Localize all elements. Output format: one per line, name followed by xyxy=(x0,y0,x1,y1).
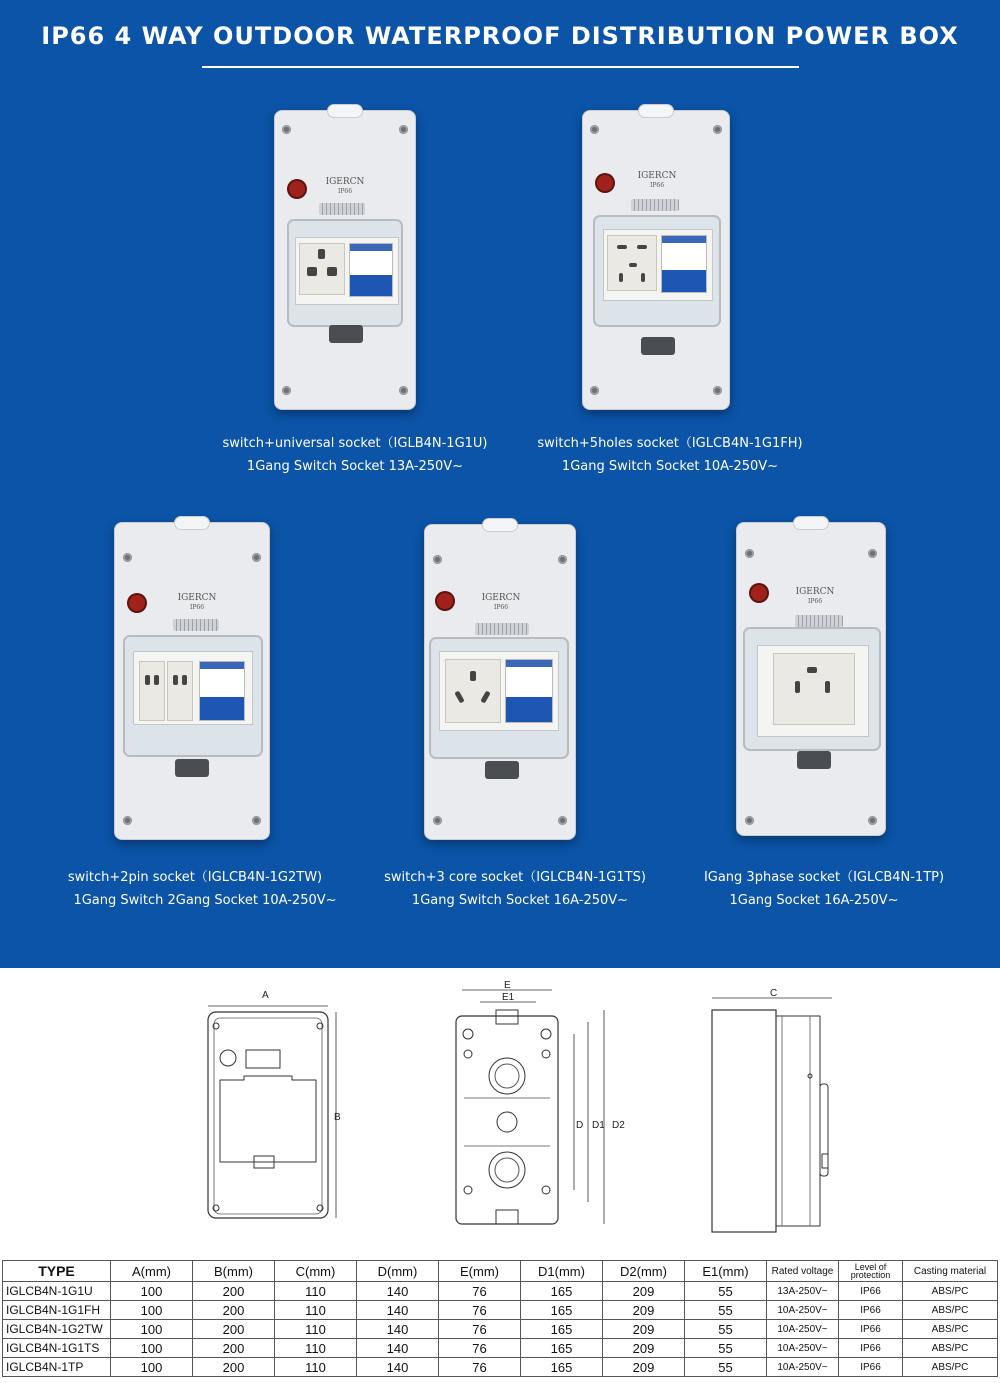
cell-e: 76 xyxy=(439,1301,521,1320)
dimension-label-e1: E1 xyxy=(502,992,515,1003)
screw xyxy=(282,386,291,395)
product-caption-5-line2: 1Gang Socket 16A-250V~ xyxy=(729,893,899,908)
cell-protection: IP66 xyxy=(839,1339,903,1358)
table-header-row xyxy=(3,1261,998,1282)
cell-e: 76 xyxy=(439,1282,521,1301)
cover-hinge xyxy=(319,203,365,215)
brand-sub: IP66 xyxy=(189,604,205,611)
cell-a: 100 xyxy=(111,1301,193,1320)
cell-d2: 209 xyxy=(603,1358,685,1377)
indicator-lamp xyxy=(289,181,305,197)
product-caption-4-line2: 1Gang Switch Socket 16A-250V~ xyxy=(411,893,629,908)
screw xyxy=(868,816,877,825)
2pin-socket xyxy=(139,661,165,721)
side-view-drawing xyxy=(700,984,840,1240)
socket-hole xyxy=(145,675,150,685)
cell-type: IGLCB4N-1G2TW xyxy=(3,1320,111,1339)
table-row xyxy=(3,1320,998,1339)
screw xyxy=(868,549,877,558)
cell-d1: 165 xyxy=(521,1358,603,1377)
table-row xyxy=(3,1301,998,1320)
product-caption-2-line2: 1Gang Switch Socket 10A-250V~ xyxy=(561,459,779,474)
screw xyxy=(745,816,754,825)
socket-hole xyxy=(173,675,178,685)
header-e: E(mm) xyxy=(439,1261,521,1282)
screw xyxy=(252,816,261,825)
screw xyxy=(433,816,442,825)
cell-d1: 165 xyxy=(521,1320,603,1339)
cover-hinge xyxy=(631,199,679,211)
product-caption-4-line1: switch+3 core socket（IGLCB4N-1G1TS) xyxy=(384,870,646,885)
product-caption-3-line1: switch+2pin socket（IGLCB4N-1G2TW) xyxy=(67,870,323,885)
cell-b: 200 xyxy=(193,1320,275,1339)
product-image-5holes xyxy=(582,110,730,410)
top-cap xyxy=(174,516,210,530)
circuit-breaker xyxy=(505,659,553,723)
cell-e: 76 xyxy=(439,1358,521,1377)
cover-hinge xyxy=(475,623,529,635)
cell-rated-voltage: 10A-250V~ xyxy=(767,1301,839,1320)
cover-latch xyxy=(641,337,675,355)
cell-c: 110 xyxy=(275,1358,357,1377)
dimension-label-a: A xyxy=(262,990,269,1001)
cell-c: 110 xyxy=(275,1301,357,1320)
cover-hinge xyxy=(173,619,219,631)
product-image-3core xyxy=(424,524,576,840)
product-image-universal xyxy=(274,110,416,410)
header-d1: D1(mm) xyxy=(521,1261,603,1282)
product-caption-2-line1: switch+5holes socket（IGLCB4N-1G1FH) xyxy=(537,436,803,451)
table-row xyxy=(3,1282,998,1301)
header-d2: D2(mm) xyxy=(603,1261,685,1282)
brand-label xyxy=(783,587,847,607)
cell-rated-voltage: 10A-250V~ xyxy=(767,1358,839,1377)
cell-a: 100 xyxy=(111,1358,193,1377)
product-image-2pin xyxy=(114,522,270,840)
brand-label xyxy=(165,593,229,613)
product-caption-1-line2: 1Gang Switch Socket 13A-250V~ xyxy=(246,459,464,474)
3core-socket xyxy=(445,659,501,723)
indicator-lamp xyxy=(751,585,767,601)
screw xyxy=(558,555,567,564)
socket-hole xyxy=(619,273,623,282)
cell-d: 140 xyxy=(357,1282,439,1301)
header-a: A(mm) xyxy=(111,1261,193,1282)
screw xyxy=(252,553,261,562)
cell-d1: 165 xyxy=(521,1339,603,1358)
screw xyxy=(123,553,132,562)
title-divider xyxy=(202,66,799,68)
3phase-socket xyxy=(773,653,855,725)
dimension-label-e: E xyxy=(504,980,511,991)
socket-hole xyxy=(470,671,476,681)
cell-type: IGLCB4N-1G1U xyxy=(3,1282,111,1301)
cell-e: 76 xyxy=(439,1320,521,1339)
cell-c: 110 xyxy=(275,1339,357,1358)
cell-e1: 55 xyxy=(685,1282,767,1301)
screw xyxy=(399,386,408,395)
2pin-socket xyxy=(167,661,193,721)
brand-sub: IP66 xyxy=(337,188,353,195)
back-view-drawing xyxy=(450,976,640,1238)
dimension-label-c: C xyxy=(770,988,778,999)
cell-e1: 55 xyxy=(685,1358,767,1377)
table-row xyxy=(3,1358,998,1377)
dimension-label-d1: D1 xyxy=(592,1120,605,1131)
product-caption-1-line1: switch+universal socket（IGLB4N-1G1U) xyxy=(222,436,488,451)
brand-label xyxy=(315,177,375,197)
header-c: C(mm) xyxy=(275,1261,357,1282)
cell-e1: 55 xyxy=(685,1320,767,1339)
cell-protection: IP66 xyxy=(839,1301,903,1320)
indicator-lamp xyxy=(129,595,145,611)
cell-d2: 209 xyxy=(603,1339,685,1358)
front-view-drawing xyxy=(200,984,360,1236)
screw xyxy=(590,386,599,395)
cell-a: 100 xyxy=(111,1282,193,1301)
screw xyxy=(123,816,132,825)
specification-table xyxy=(2,1260,998,1377)
header-e1: E1(mm) xyxy=(685,1261,767,1282)
screw xyxy=(745,549,754,558)
cell-type: IGLCB4N-1G1TS xyxy=(3,1339,111,1358)
top-cap xyxy=(482,518,518,532)
cover-hinge xyxy=(795,615,843,627)
cell-d: 140 xyxy=(357,1301,439,1320)
cell-d: 140 xyxy=(357,1339,439,1358)
circuit-breaker xyxy=(349,243,393,297)
brand-sub: IP66 xyxy=(807,598,823,605)
socket-hole xyxy=(641,273,645,282)
header-rated-voltage: Rated voltage xyxy=(767,1261,839,1282)
cell-type: IGLCB4N-1G1FH xyxy=(3,1301,111,1320)
header-d: D(mm) xyxy=(357,1261,439,1282)
top-cap xyxy=(327,104,363,118)
cell-protection: IP66 xyxy=(839,1358,903,1377)
cell-d2: 209 xyxy=(603,1282,685,1301)
header-b: B(mm) xyxy=(193,1261,275,1282)
brand-text: IGERCN xyxy=(795,587,835,597)
product-image-3phase xyxy=(736,522,886,836)
brand-text: IGERCN xyxy=(177,593,217,603)
cell-protection: IP66 xyxy=(839,1320,903,1339)
socket-hole xyxy=(327,267,337,276)
socket-hole xyxy=(154,675,159,685)
cell-b: 200 xyxy=(193,1339,275,1358)
brand-sub: IP66 xyxy=(493,604,509,611)
cell-b: 200 xyxy=(193,1358,275,1377)
header-type: TYPE xyxy=(3,1261,111,1282)
circuit-breaker xyxy=(661,235,707,293)
cell-b: 200 xyxy=(193,1282,275,1301)
circuit-breaker xyxy=(199,661,245,721)
cover-latch xyxy=(485,761,519,779)
screw xyxy=(399,125,408,134)
cell-d1: 165 xyxy=(521,1282,603,1301)
top-cap xyxy=(638,104,674,118)
cell-rated-voltage: 13A-250V~ xyxy=(767,1282,839,1301)
dimension-label-d: D xyxy=(576,1120,584,1131)
cell-d: 140 xyxy=(357,1320,439,1339)
cell-c: 110 xyxy=(275,1320,357,1339)
screw xyxy=(282,125,291,134)
brand-sub: IP66 xyxy=(649,182,665,189)
page-title: IP66 4 WAY OUTDOOR WATERPROOF DISTRIBUTION POWER BOX xyxy=(41,22,959,50)
cover-latch xyxy=(797,751,831,769)
product-caption-5-line1: IGang 3phase socket（IGLCB4N-1TP) xyxy=(703,870,945,885)
socket-hole xyxy=(629,263,637,267)
socket-hole xyxy=(637,245,647,249)
socket-hole xyxy=(795,681,800,693)
screw xyxy=(713,125,722,134)
cell-c: 110 xyxy=(275,1282,357,1301)
screw xyxy=(558,816,567,825)
header-protection: Level of protection xyxy=(839,1261,903,1282)
top-cap xyxy=(793,516,829,530)
cell-a: 100 xyxy=(111,1339,193,1358)
brand-label xyxy=(469,593,533,613)
dimension-label-d2: D2 xyxy=(612,1120,625,1131)
header-material: Casting material xyxy=(903,1261,998,1282)
socket-hole xyxy=(182,675,187,685)
product-caption-3-line2: 1Gang Switch 2Gang Socket 10A-250V~ xyxy=(73,893,337,908)
cell-type: IGLCB4N-1TP xyxy=(3,1358,111,1377)
cell-material: ABS/PC xyxy=(903,1320,998,1339)
cover-latch xyxy=(329,325,363,343)
cell-d1: 165 xyxy=(521,1301,603,1320)
cell-b: 200 xyxy=(193,1301,275,1320)
screw xyxy=(590,125,599,134)
brand-label xyxy=(625,171,689,191)
cell-a: 100 xyxy=(111,1320,193,1339)
cell-d: 140 xyxy=(357,1358,439,1377)
cell-material: ABS/PC xyxy=(903,1339,998,1358)
socket-hole xyxy=(825,681,830,693)
indicator-lamp xyxy=(437,593,453,609)
screw xyxy=(713,386,722,395)
socket-hole xyxy=(617,245,627,249)
indicator-lamp xyxy=(597,175,613,191)
socket-hole xyxy=(318,249,325,259)
table-row xyxy=(3,1339,998,1358)
cell-d2: 209 xyxy=(603,1301,685,1320)
cell-material: ABS/PC xyxy=(903,1282,998,1301)
brand-text: IGERCN xyxy=(637,171,677,181)
cell-e: 76 xyxy=(439,1339,521,1358)
screw xyxy=(433,555,442,564)
cell-e1: 55 xyxy=(685,1301,767,1320)
dimension-label-b: B xyxy=(334,1112,341,1123)
cell-d2: 209 xyxy=(603,1320,685,1339)
socket-hole xyxy=(807,667,817,673)
cell-protection: IP66 xyxy=(839,1282,903,1301)
brand-text: IGERCN xyxy=(325,177,365,187)
cell-rated-voltage: 10A-250V~ xyxy=(767,1320,839,1339)
brand-text: IGERCN xyxy=(481,593,521,603)
cell-material: ABS/PC xyxy=(903,1301,998,1320)
cell-material: ABS/PC xyxy=(903,1358,998,1377)
cover-latch xyxy=(175,759,209,777)
cell-e1: 55 xyxy=(685,1339,767,1358)
socket-hole xyxy=(307,267,317,276)
cell-rated-voltage: 10A-250V~ xyxy=(767,1339,839,1358)
